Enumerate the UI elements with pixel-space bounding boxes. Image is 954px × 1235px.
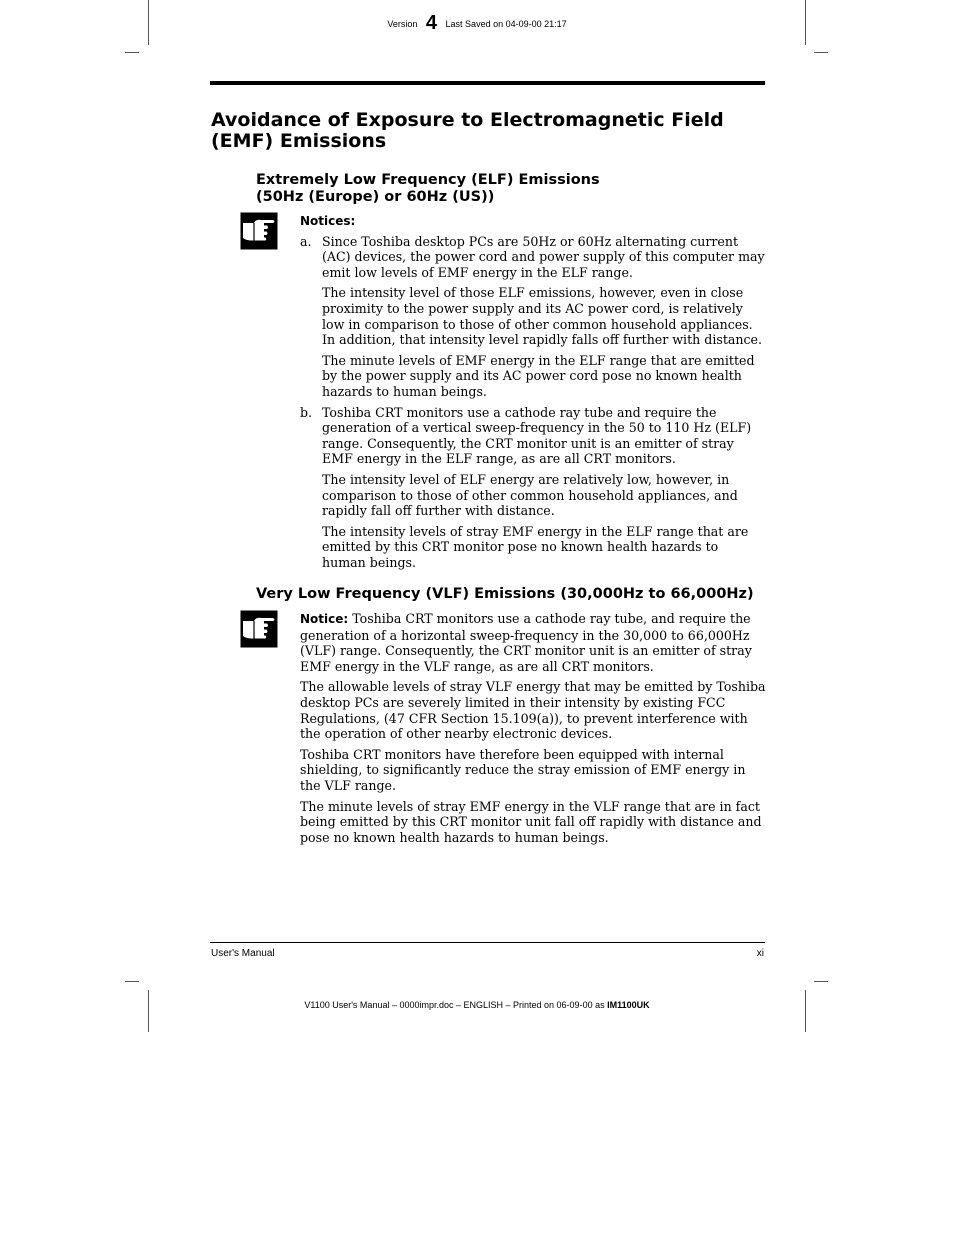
notice-label: Notice: — [300, 612, 349, 626]
notice-paragraph — [300, 611, 766, 674]
paragraph: Since Toshiba desktop PCs are 50Hz or 60Hz alternating current (AC) devices, the power cord and power supply of this computer may emit low levels of EMF energy in the ELF range. — [322, 233, 765, 280]
footer-rule — [210, 942, 765, 943]
paragraph: The intensity levels of stray EMF energy in the ELF range that are emitted by this CRT monitor pose no known health hazards to human beings. — [322, 523, 749, 570]
last-saved: Last Saved on 04-09-00 21:17 — [445, 19, 567, 29]
page-title: Avoidance of Exposure to Electromagnetic Field (EMF) Emissions — [211, 109, 724, 152]
paragraph: Toshiba CRT monitors have therefore been equipped with internal shielding, to significantly reduce the stray emission of EMF energy in the VLF range. — [300, 746, 746, 793]
pointing-hand-icon — [240, 610, 278, 648]
crop-mark — [814, 52, 828, 53]
elf-notices — [300, 214, 766, 575]
paragraph: The allowable levels of stray VLF energy that may be emitted by Toshiba desktop PCs are severely limited in their intensity by existing FCC Regulations, (47 CFR Section 15.109(a)), to prevent interference with the operation of other nearby electronic devices. — [300, 679, 766, 742]
paragraph: The intensity level of those ELF emissions, however, even in close proximity to the power supply and its AC power cord, is relatively low in comparison to those of other common household appliances. In addition, that intensity level rapidly falls off further with distance. — [322, 285, 763, 348]
page-number: xi — [756, 948, 764, 959]
paragraph: The intensity level of ELF energy are relatively low, however, in comparison to those of other common household appliances, and rapidly fall off further with distance. — [322, 471, 738, 519]
list-marker: a. — [300, 233, 312, 249]
paragraph: The minute levels of EMF energy in the ELF range that are emitted by the power supply and its AC power cord pose no known health hazards to human beings. — [322, 352, 755, 399]
vlf-heading: Very Low Frequency (VLF) Emissions (30,000Hz to 66,000Hz) — [256, 586, 754, 602]
list-item — [300, 405, 766, 571]
crop-mark — [148, 990, 149, 1032]
list-item — [300, 234, 766, 400]
footer-left: User's Manual — [211, 948, 275, 959]
elf-heading-line2: (50Hz (Europe) or 60Hz (US)) — [256, 189, 495, 205]
top-rule — [210, 81, 765, 85]
print-line — [0, 1000, 954, 1010]
page-header — [0, 10, 954, 33]
print-info: V1100 User's Manual – 0000impr.doc – ENGLISH – Printed on 06-09-00 as — [304, 1000, 608, 1010]
notice-text: Toshiba CRT monitors use a cathode ray tube, and require the generation of a horizontal sweep-frequency in the 30,000 to 66,000Hz (VLF) range. Consequently, the CRT monitor unit is an emitter of stray EMF energy in the VLF range, as are all CRT monitors. — [300, 611, 752, 674]
print-code: IM1100UK — [607, 1000, 650, 1010]
list-marker: b. — [300, 404, 313, 420]
crop-mark — [805, 990, 806, 1032]
crop-mark — [125, 981, 139, 982]
pointing-hand-icon — [240, 212, 278, 250]
vlf-notice — [300, 611, 766, 850]
crop-mark — [125, 52, 139, 53]
crop-mark — [814, 981, 828, 982]
elf-heading-line1: Extremely Low Frequency (ELF) Emissions — [256, 172, 600, 188]
elf-heading — [256, 172, 776, 206]
version-label: Version — [387, 19, 418, 29]
paragraph: Toshiba CRT monitors use a cathode ray tube and require the generation of a vertical sweep-frequency in the 50 to 110 Hz (ELF) range. Consequently, the CRT monitor unit is an emitter of stray EMF energy in the ELF range, as are all CRT monitors. — [322, 404, 752, 467]
notices-label: Notices: — [300, 214, 356, 228]
version-number: 4 — [425, 12, 438, 34]
paragraph: The minute levels of stray EMF energy in the VLF range that are in fact being emitted by this CRT monitor unit fall off rapidly with distance and pose no known health hazards to human beings. — [300, 798, 762, 845]
